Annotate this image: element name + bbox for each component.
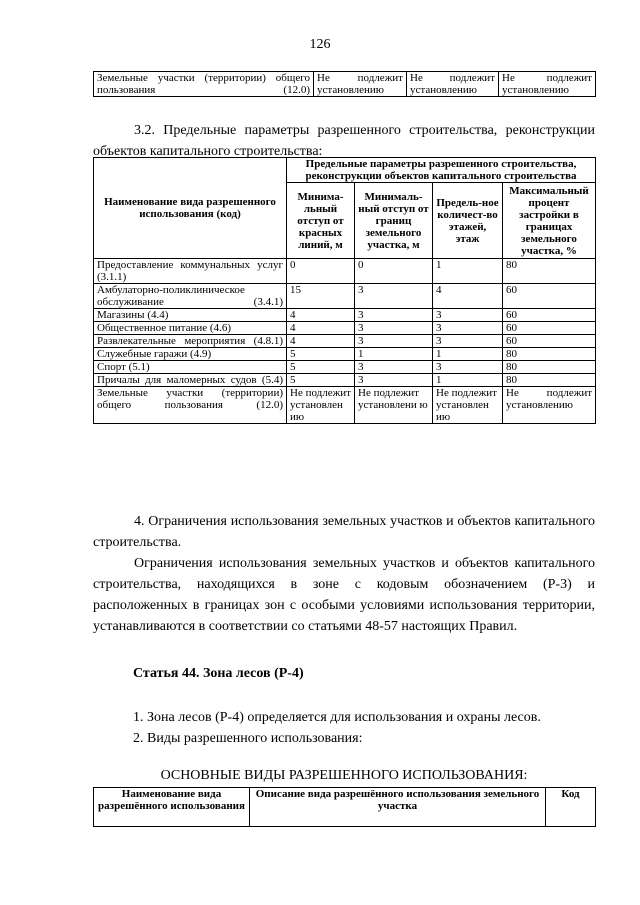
col-header-use-description: Описание вида разрешённого использования земельного участка — [250, 788, 546, 827]
row-value: 3 — [433, 361, 503, 374]
row-name: Причалы для маломерных судов (5.4) — [94, 374, 287, 387]
table-cell: Земельные участки (территории) общего пользования (12.0) — [94, 72, 314, 97]
row-value: 5 — [287, 348, 355, 361]
section-4-body: Ограничения использования земельных участков и объектов капитального строительства, находящихся в зоне с кодовым обозначением (Р-3) и расположенных в границах зон с особыми условиями использования территории, устанавливаются в соответствии со статьями 48-57 настоящих Правил. — [93, 556, 595, 634]
table-row — [94, 374, 596, 387]
row-value: 3 — [355, 374, 433, 387]
row-value: 4 — [433, 284, 503, 309]
row-value: 5 — [287, 374, 355, 387]
table-header-row — [94, 158, 596, 183]
row-value: Не подлежит установлен ию — [433, 387, 503, 424]
row-value: 80 — [503, 348, 596, 361]
row-value: 4 — [287, 335, 355, 348]
row-value: 60 — [503, 309, 596, 322]
row-value: 3 — [433, 309, 503, 322]
table-cell: Не подлежит установлению — [314, 72, 407, 97]
row-value: 4 — [287, 322, 355, 335]
row-value: 3 — [355, 309, 433, 322]
row-name: Развлекательные мероприятия (4.8.1) — [94, 335, 287, 348]
col-header-use-name: Наименование вида разрешённого использования — [94, 788, 250, 827]
row-value: 5 — [287, 361, 355, 374]
table-cell: Не подлежит установлению — [499, 72, 596, 97]
col-header-red-line-setback: Минима-льный отступ от красных линий, м — [287, 183, 355, 259]
row-value: 3 — [355, 284, 433, 309]
table-cell: Не подлежит установлению — [407, 72, 499, 97]
row-value: 3 — [433, 335, 503, 348]
row-value: 1 — [433, 259, 503, 284]
row-value: 80 — [503, 259, 596, 284]
main-uses-heading: ОСНОВНЫЕ ВИДЫ РАЗРЕШЕННОГО ИСПОЛЬЗОВАНИЯ: — [160, 768, 528, 783]
row-name: Магазины (4.4) — [94, 309, 287, 322]
row-name: Спорт (5.1) — [94, 361, 287, 374]
uses-table — [93, 787, 596, 827]
row-name: Служебные гаражи (4.9) — [94, 348, 287, 361]
col-header-boundary-setback: Минималь-ный отступ от границ земельного участка, м — [355, 183, 433, 259]
table-row — [94, 322, 596, 335]
table-header-row — [94, 788, 596, 827]
row-value: 60 — [503, 284, 596, 309]
col-header-code: Код — [546, 788, 596, 827]
row-value: 15 — [287, 284, 355, 309]
row-value: 3 — [433, 322, 503, 335]
article-title: Статья 44. Зона лесов (Р-4) — [133, 666, 304, 681]
row-value: Не подлежит установлени ю — [355, 387, 433, 424]
row-value: 0 — [355, 259, 433, 284]
row-value: 1 — [355, 348, 433, 361]
row-name: Предоставление коммунальных услуг (3.1.1) — [94, 259, 287, 284]
table-row — [94, 72, 596, 97]
table-row — [94, 361, 596, 374]
row-value: 4 — [287, 309, 355, 322]
row-value: 0 — [287, 259, 355, 284]
row-value: 80 — [503, 361, 596, 374]
row-value: 60 — [503, 322, 596, 335]
row-value: Не подлежит установлению — [503, 387, 596, 424]
row-value: 1 — [433, 374, 503, 387]
row-value: 60 — [503, 335, 596, 348]
row-value: Не подлежит установлен ию — [287, 387, 355, 424]
row-value: 1 — [433, 348, 503, 361]
table-row — [94, 348, 596, 361]
row-value: 3 — [355, 322, 433, 335]
col-header-floors: Предель-ное количест-во этажей, этаж — [433, 183, 503, 259]
col-header-coverage: Максимальный процент застройки в границах земельного участка, % — [503, 183, 596, 259]
group-header: Предельные параметры разрешенного строительства, реконструкции объектов капитального строительства — [287, 158, 596, 183]
top-table — [93, 71, 596, 97]
row-value: 3 — [355, 361, 433, 374]
table-row — [94, 335, 596, 348]
row-name: Земельные участки (территории) общего пользования (12.0) — [94, 387, 287, 424]
section-3-2-heading: 3.2. Предельные параметры разрешенного строительства, реконструкции объектов капитального строительства: — [93, 123, 595, 159]
row-name: Амбулаторно-поликлиническое обслуживание (3.4.1) — [94, 284, 287, 309]
row-value: 80 — [503, 374, 596, 387]
table-row — [94, 309, 596, 322]
row-name: Общественное питание (4.6) — [94, 322, 287, 335]
col-header-name: Наименование вида разрешенного использования (код) — [94, 158, 287, 259]
section-4-title: 4. Ограничения использования земельных участков и объектов капитального строительства. — [93, 514, 595, 550]
item-1: 1. Зона лесов (Р-4) определяется для использования и охраны лесов. — [133, 710, 541, 725]
page-number: 126 — [309, 37, 331, 52]
row-value: 3 — [355, 335, 433, 348]
params-table — [93, 157, 596, 424]
item-2: 2. Виды разрешенного использования: — [133, 731, 363, 746]
table-row — [94, 284, 596, 309]
table-row — [94, 259, 596, 284]
table-row — [94, 387, 596, 424]
